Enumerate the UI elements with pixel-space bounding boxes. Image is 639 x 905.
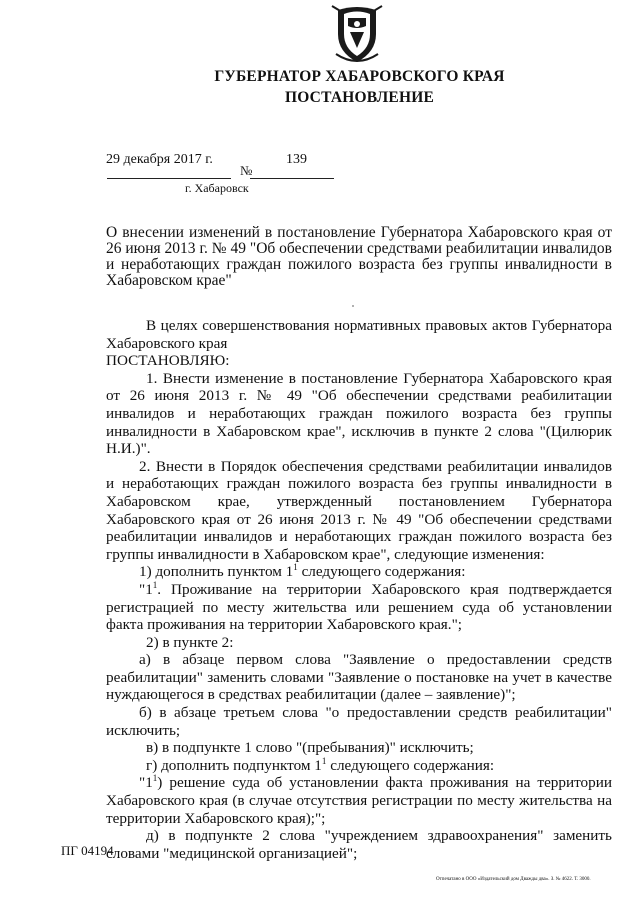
- superscript: 1: [293, 562, 298, 573]
- superscript: 1: [152, 773, 158, 784]
- number-underline: [250, 178, 334, 179]
- superscript: 1: [152, 579, 158, 590]
- subitem-1-tail: следующего содержания:: [297, 563, 466, 581]
- intro-paragraph: В целях совершенствования нормативных правовых актов Губернатора Хабаровского края: [106, 317, 612, 352]
- subitem-2: 2) в пункте 2:: [146, 633, 234, 651]
- subitem-b: б) в абзаце третьем слова "о предоставлении средств реабилитации" исключить;: [106, 704, 612, 739]
- document-body: [106, 317, 612, 862]
- quote-2: [106, 774, 612, 827]
- quote-2-open: "1: [139, 774, 153, 792]
- scan-speck: [352, 305, 354, 307]
- resolve-word: ПОСТАНОВЛЯЮ:: [106, 352, 230, 370]
- document-number: 139: [286, 152, 307, 167]
- subitem-1: [106, 563, 612, 581]
- subitem-g-text: г) дополнить подпунктом 1: [146, 756, 322, 774]
- subitem-g: [106, 757, 612, 775]
- subitem-1-text: 1) дополнить пунктом 1: [139, 563, 294, 581]
- quote-2-text: ) решение суда об установлении факта проживания на территории Хабаровского края (в случае отсутствия регистрации по месту жительства на территории Хабаровского края);";: [106, 774, 612, 827]
- subitem-d: д) в подпункте 2 слова "учреждением здравоохранения" заменить словами "медицинской организацией";: [106, 827, 612, 862]
- superscript: 1: [321, 755, 327, 766]
- printer-imprint: Отпечатано в ООО «Издательский дом Дважды два». З. № 4622. Т. 3000.: [436, 877, 591, 882]
- subitem-g-tail: следующего содержания:: [326, 756, 495, 774]
- number-label: №: [240, 163, 253, 178]
- document-date: 29 декабря 2017 г.: [106, 152, 213, 167]
- paragraph-2: 2. Внести в Порядок обеспечения средствами реабилитации инвалидов и неработающих граждан пожилого возраста без группы инвалидности в Хабаровском крае, утвержденный постановлением Губернатора Хабаровского края от 26 июня 2013 г. № 49 "Об обеспечении средствами реабилитации инвалидов и неработающих граждан пожилого возраста без группы инвалидности в Хабаровском крае", следующие изменения:: [106, 457, 612, 563]
- form-code: ПГ 04194: [61, 843, 114, 858]
- coat-of-arms-emblem: [330, 4, 384, 66]
- subitem-v: в) в подпункте 1 слово "(пребывания)" исключить;: [146, 739, 474, 757]
- paragraph-1: 1. Внести изменение в постановление Губернатора Хабаровского края от 26 июня 2013 г. № 49 "Об обеспечении средствами реабилитации инвалидов и неработающих граждан пожилого возраста без группы инвалидности в Хабаровском крае", исключив в пункте 2 слова "(Цилюрик Н.И.)".: [106, 369, 612, 458]
- quote-1-text: . Проживание на территории Хабаровского края подтверждается регистрацией по месту жительства или решением суда об установлении факта проживания на территории Хабаровского края.";: [106, 580, 612, 634]
- quote-1-open: "1: [139, 580, 153, 598]
- document-type-heading: ПОСТАНОВЛЕНИЕ: [284, 89, 435, 106]
- issuer-heading: ГУБЕРНАТОР ХАБАРОВСКОГО КРАЯ: [214, 68, 505, 85]
- document-city: г. Хабаровск: [185, 181, 249, 195]
- document-title: О внесении изменений в постановление Губернатора Хабаровского края от 26 июня 2013 г. № 49 "Об обеспечении средствами реабилитации инвалидов и неработающих граждан пожилого возраста без группы инвалидности в Хабаровском крае": [106, 224, 612, 289]
- subitem-a: а) в абзаце первом слова "Заявление о предоставлении средств реабилитации" заменить словами "Заявление о постановке на учет в качестве нуждающегося в средствах реабилитации (далее – заявление)";: [106, 651, 612, 704]
- date-underline: [107, 178, 231, 179]
- quote-1: [106, 581, 612, 634]
